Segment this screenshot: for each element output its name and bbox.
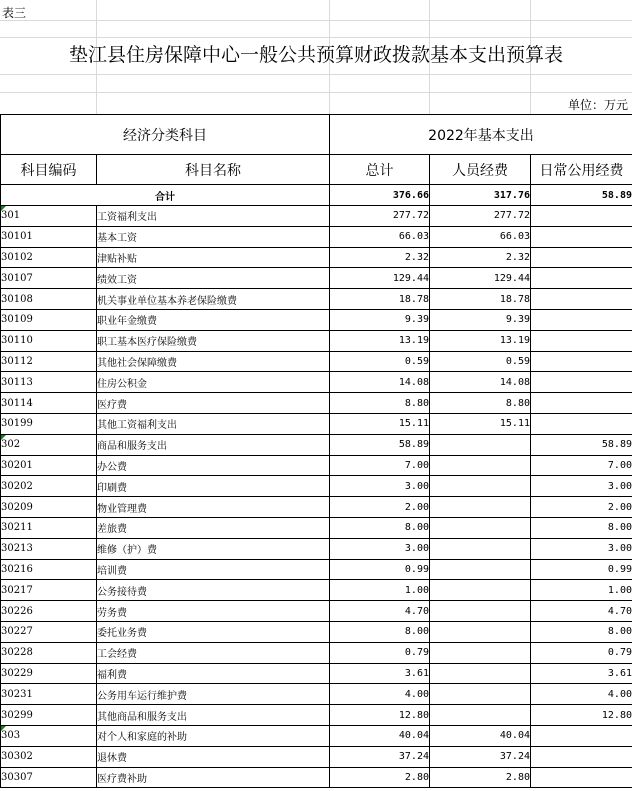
- row-code: 30101: [1, 226, 97, 247]
- row-public: [531, 372, 632, 393]
- row-total: 2.00: [330, 497, 430, 518]
- table-row: [1, 393, 632, 414]
- row-name: 基本工资: [97, 226, 330, 247]
- total-row: [1, 185, 632, 206]
- row-public: [531, 206, 632, 227]
- header-name: 科目名称: [97, 155, 330, 185]
- row-code: 30113: [1, 372, 97, 393]
- table-row: [1, 767, 632, 788]
- table-row: [1, 309, 632, 330]
- row-total: 0.79: [330, 642, 430, 663]
- row-public: 58.89: [531, 434, 632, 455]
- row-personnel: 0.59: [430, 351, 531, 372]
- row-name: 住房公积金: [97, 372, 330, 393]
- row-code: 30216: [1, 559, 97, 580]
- row-name: 福利费: [97, 663, 330, 684]
- unit-label: 单位：万元: [567, 98, 628, 112]
- row-name: 退休费: [97, 746, 330, 767]
- row-code: 30110: [1, 330, 97, 351]
- row-personnel: [430, 705, 531, 726]
- row-name: 公务用车运行维护费: [97, 684, 330, 705]
- table-row: [1, 621, 632, 642]
- row-public: [531, 413, 632, 434]
- row-personnel: [430, 497, 531, 518]
- row-public: [531, 746, 632, 767]
- row-public: [531, 330, 632, 351]
- row-code: 30112: [1, 351, 97, 372]
- row-name: 其他社会保障缴费: [97, 351, 330, 372]
- row-name: 绩效工资: [97, 268, 330, 289]
- row-personnel: 2.80: [430, 767, 531, 788]
- row-total: 18.78: [330, 289, 430, 310]
- row-code: 30213: [1, 538, 97, 559]
- header-total: 总计: [330, 155, 430, 185]
- total-personnel: 317.76: [430, 185, 531, 206]
- table-row: [1, 268, 632, 289]
- row-code: 30229: [1, 663, 97, 684]
- row-personnel: 13.19: [430, 330, 531, 351]
- row-name: 办公费: [97, 455, 330, 476]
- row-name: 差旅费: [97, 517, 330, 538]
- row-name: 医疗费补助: [97, 767, 330, 788]
- row-public: 8.00: [531, 621, 632, 642]
- row-public: [531, 351, 632, 372]
- row-personnel: [430, 538, 531, 559]
- row-code: 30226: [1, 601, 97, 622]
- table-row: [1, 247, 632, 268]
- gridline: [0, 37, 632, 38]
- row-code: 30228: [1, 642, 97, 663]
- sheet-label: 表三: [2, 6, 27, 20]
- row-code: 30211: [1, 517, 97, 538]
- row-code: 30227: [1, 621, 97, 642]
- row-personnel: 8.80: [430, 393, 531, 414]
- row-total: 13.19: [330, 330, 430, 351]
- row-code: 30102: [1, 247, 97, 268]
- row-total: 14.08: [330, 372, 430, 393]
- gridline: [0, 74, 632, 75]
- row-name: 职业年金缴费: [97, 309, 330, 330]
- row-code: 30231: [1, 684, 97, 705]
- total-label: 合计: [1, 185, 330, 206]
- row-name: 印刷费: [97, 476, 330, 497]
- table-row: [1, 455, 632, 476]
- row-name: 工会经费: [97, 642, 330, 663]
- row-code: 30199: [1, 413, 97, 434]
- row-public: [531, 226, 632, 247]
- row-name: 劳务费: [97, 601, 330, 622]
- row-personnel: [430, 580, 531, 601]
- row-total: 4.00: [330, 684, 430, 705]
- row-code: 30202: [1, 476, 97, 497]
- header-year-basic: 2022年基本支出: [330, 115, 632, 155]
- row-total: 0.59: [330, 351, 430, 372]
- gridline: [0, 20, 632, 21]
- row-code: 30302: [1, 746, 97, 767]
- table-row: [1, 413, 632, 434]
- row-personnel: 9.39: [430, 309, 531, 330]
- row-total: 3.00: [330, 476, 430, 497]
- header-code: 科目编码: [1, 155, 97, 185]
- row-personnel: [430, 642, 531, 663]
- row-personnel: [430, 476, 531, 497]
- row-public: [531, 247, 632, 268]
- table-row: [1, 601, 632, 622]
- row-public: 4.00: [531, 684, 632, 705]
- row-code: 303: [1, 725, 97, 746]
- row-name: 物业管理费: [97, 497, 330, 518]
- row-name: 其他工资福利支出: [97, 413, 330, 434]
- row-personnel: 129.44: [430, 268, 531, 289]
- table-row: [1, 351, 632, 372]
- row-total: 8.00: [330, 517, 430, 538]
- budget-table: [0, 114, 632, 788]
- row-code: 30299: [1, 705, 97, 726]
- row-name: 公务接待费: [97, 580, 330, 601]
- table-row: [1, 289, 632, 310]
- row-public: 3.00: [531, 476, 632, 497]
- table-row: [1, 705, 632, 726]
- row-name: 其他商品和服务支出: [97, 705, 330, 726]
- table-row: [1, 663, 632, 684]
- row-total: 37.24: [330, 746, 430, 767]
- row-personnel: [430, 663, 531, 684]
- row-public: [531, 725, 632, 746]
- row-total: 3.00: [330, 538, 430, 559]
- table-row: [1, 559, 632, 580]
- row-code: 30107: [1, 268, 97, 289]
- row-code: 30307: [1, 767, 97, 788]
- row-name: 对个人和家庭的补助: [97, 725, 330, 746]
- table-row: [1, 642, 632, 663]
- row-public: [531, 393, 632, 414]
- row-total: 277.72: [330, 206, 430, 227]
- row-public: 8.00: [531, 517, 632, 538]
- table-row: [1, 517, 632, 538]
- row-name: 医疗费: [97, 393, 330, 414]
- total-total: 376.66: [330, 185, 430, 206]
- row-personnel: [430, 559, 531, 580]
- row-public: 12.80: [531, 705, 632, 726]
- table-row: [1, 206, 632, 227]
- row-name: 委托业务费: [97, 621, 330, 642]
- table-row: [1, 746, 632, 767]
- row-name: 商品和服务支出: [97, 434, 330, 455]
- header-personnel: 人员经费: [430, 155, 531, 185]
- row-total: 129.44: [330, 268, 430, 289]
- row-code: 30201: [1, 455, 97, 476]
- row-total: 8.80: [330, 393, 430, 414]
- table-row: [1, 538, 632, 559]
- row-personnel: [430, 684, 531, 705]
- row-personnel: [430, 455, 531, 476]
- row-public: 3.00: [531, 538, 632, 559]
- row-personnel: 2.32: [430, 247, 531, 268]
- table-row: [1, 497, 632, 518]
- row-personnel: [430, 621, 531, 642]
- row-public: 2.00: [531, 497, 632, 518]
- row-public: 4.70: [531, 601, 632, 622]
- row-total: 40.04: [330, 725, 430, 746]
- row-name: 工资福利支出: [97, 206, 330, 227]
- row-total: 66.03: [330, 226, 430, 247]
- header-row-2: [1, 155, 632, 185]
- row-code: 30217: [1, 580, 97, 601]
- table-row: [1, 330, 632, 351]
- row-public: 3.61: [531, 663, 632, 684]
- header-row-1: [1, 115, 632, 155]
- row-code: 30114: [1, 393, 97, 414]
- row-total: 8.00: [330, 621, 430, 642]
- row-name: 培训费: [97, 559, 330, 580]
- table-row: [1, 684, 632, 705]
- table-row: [1, 725, 632, 746]
- row-public: [531, 767, 632, 788]
- row-public: [531, 309, 632, 330]
- header-public: 日常公用经费: [531, 155, 632, 185]
- row-total: 7.00: [330, 455, 430, 476]
- table-row: [1, 372, 632, 393]
- row-public: [531, 268, 632, 289]
- row-total: 9.39: [330, 309, 430, 330]
- table-row: [1, 226, 632, 247]
- table-row: [1, 476, 632, 497]
- row-personnel: 66.03: [430, 226, 531, 247]
- row-total: 2.80: [330, 767, 430, 788]
- row-personnel: 277.72: [430, 206, 531, 227]
- row-name: 维修（护）费: [97, 538, 330, 559]
- row-total: 3.61: [330, 663, 430, 684]
- total-public: 58.89: [531, 185, 632, 206]
- row-personnel: 18.78: [430, 289, 531, 310]
- row-public: [531, 289, 632, 310]
- table-row: [1, 434, 632, 455]
- row-total: 2.32: [330, 247, 430, 268]
- row-personnel: [430, 517, 531, 538]
- row-personnel: 15.11: [430, 413, 531, 434]
- row-personnel: 40.04: [430, 725, 531, 746]
- row-total: 0.99: [330, 559, 430, 580]
- row-code: 301: [1, 206, 97, 227]
- row-total: 12.80: [330, 705, 430, 726]
- row-public: 7.00: [531, 455, 632, 476]
- row-public: 0.79: [531, 642, 632, 663]
- row-total: 4.70: [330, 601, 430, 622]
- row-code: 30108: [1, 289, 97, 310]
- header-category: 经济分类科目: [1, 115, 330, 155]
- row-total: 1.00: [330, 580, 430, 601]
- row-code: 30209: [1, 497, 97, 518]
- row-personnel: [430, 601, 531, 622]
- table-row: [1, 580, 632, 601]
- row-personnel: [430, 434, 531, 455]
- row-code: 302: [1, 434, 97, 455]
- gridline: [0, 92, 632, 93]
- row-public: 0.99: [531, 559, 632, 580]
- row-name: 机关事业单位基本养老保险缴费: [97, 289, 330, 310]
- row-total: 58.89: [330, 434, 430, 455]
- row-personnel: 14.08: [430, 372, 531, 393]
- page-title: 垫江县住房保障中心一般公共预算财政拨款基本支出预算表: [68, 44, 563, 66]
- row-name: 职工基本医疗保险缴费: [97, 330, 330, 351]
- row-total: 15.11: [330, 413, 430, 434]
- row-code: 30109: [1, 309, 97, 330]
- row-name: 津贴补贴: [97, 247, 330, 268]
- row-personnel: 37.24: [430, 746, 531, 767]
- row-public: 1.00: [531, 580, 632, 601]
